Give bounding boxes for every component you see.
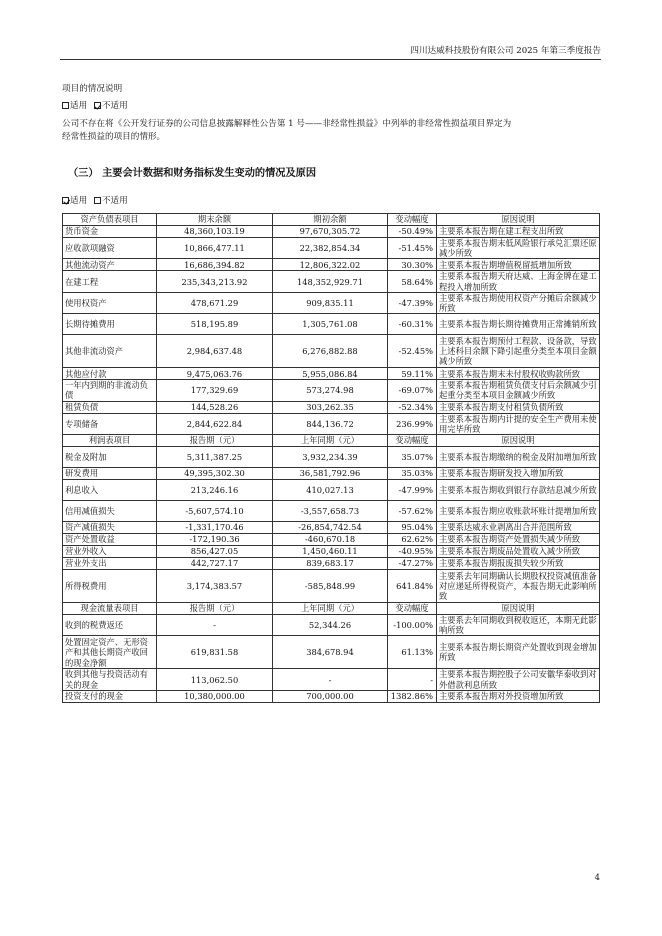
item-name-cell: 其他非流动资产 — [63, 335, 157, 368]
table-row — [63, 570, 600, 603]
current-value-cell: 235,343,213.92 — [157, 271, 273, 292]
change-rate-cell: -47.99% — [388, 480, 437, 501]
reason-cell: 主要系本报告期末未付股权收购款所致 — [437, 368, 600, 380]
table-row — [63, 558, 600, 570]
change-rate-cell: -40.95% — [388, 546, 437, 558]
column-header: 原因说明 — [437, 214, 600, 226]
item-name-cell: 营业外支出 — [63, 558, 157, 570]
table-row — [63, 501, 600, 522]
item-name-cell: 使用权资产 — [63, 292, 157, 313]
item-name-cell: 在建工程 — [63, 271, 157, 292]
current-value-cell: -172,190.36 — [157, 534, 273, 546]
column-header: 上年同期（元） — [273, 603, 388, 615]
item-name-cell: 收到的税费返还 — [63, 615, 157, 636]
statement-line-1: 公司不存在将《公开发行证券的公司信息披露解释性公告第 1 号——非经常性损益》中列举的非经常性损益项目界定为 — [62, 119, 512, 129]
change-rate-cell: -100.00% — [388, 615, 437, 636]
section-heading: （三） 主要会计数据和财务指标发生变动的情况及原因 — [68, 168, 317, 179]
reason-cell: 主要系去年同期确认长期股权投资减值准备对应递延所得税资产，本报告期无此影响所致 — [437, 570, 600, 603]
item-name-cell: 投资支付的现金 — [63, 690, 157, 702]
change-rate-cell: -47.39% — [388, 292, 437, 313]
reason-cell: 主要系本报告期资产处置损失减少所致 — [437, 534, 600, 546]
current-value-cell: -1,331,170.46 — [157, 522, 273, 534]
current-value-cell: 48,360,103.19 — [157, 226, 273, 238]
item-name-cell: 信用减值损失 — [63, 501, 157, 522]
current-value-cell: 2,984,637.48 — [157, 335, 273, 368]
reason-cell: 主要系本报告期长期资产处置收到现金增加所致 — [437, 636, 600, 669]
column-header: 现金流量表项目 — [63, 603, 157, 615]
reason-cell: 主要系本报告期废品处置收入减少所致 — [437, 546, 600, 558]
prior-value-cell: 844,136.72 — [273, 413, 388, 434]
current-value-cell: 144,528.26 — [157, 401, 273, 413]
checkbox-checked-icon — [62, 197, 69, 204]
change-rate-cell: -60.31% — [388, 314, 437, 335]
table-row — [63, 368, 600, 380]
page-number: 4 — [594, 872, 600, 882]
change-rate-cell: -47.27% — [388, 558, 437, 570]
item-name-cell: 一年内到期的非流动负债 — [63, 380, 157, 401]
item-name-cell: 利息收入 — [63, 480, 157, 501]
item-description-label: 项目的情况说明 — [62, 84, 123, 94]
column-header: 变动幅度 — [388, 214, 437, 226]
table-row — [63, 401, 600, 413]
column-header: 期初余额 — [273, 214, 388, 226]
prior-value-cell: 12,806,322.02 — [273, 259, 388, 271]
prior-value-cell: 36,581,792.96 — [273, 468, 388, 480]
applicability-options — [62, 100, 128, 112]
reason-cell: 主要系本报告期天府达威、上海金牌在建工程投入增加所致 — [437, 271, 600, 292]
reason-cell: 主要系本报告期末低风险银行承兑汇票还原减少所致 — [437, 238, 600, 259]
change-rate-cell: 1382.86% — [388, 690, 437, 702]
reason-cell: 主要系本报告期报废损失较少所致 — [437, 558, 600, 570]
column-header: 变动幅度 — [388, 435, 437, 447]
option-applicable: 适用 — [70, 196, 88, 206]
current-value-cell: 518,195.89 — [157, 314, 273, 335]
reason-cell: 主要系本报告期增值税留抵增加所致 — [437, 259, 600, 271]
checkbox-checked-icon — [94, 102, 101, 109]
change-rate-cell: -50.49% — [388, 226, 437, 238]
reason-cell: 主要系本报告期在建工程支出所致 — [437, 226, 600, 238]
table-row — [63, 690, 600, 702]
table-row — [63, 335, 600, 368]
change-rate-cell: 59.11% — [388, 368, 437, 380]
reason-cell: 主要系本报告期使用权资产分摊后余额减少所致 — [437, 292, 600, 313]
item-name-cell: 长期待摊费用 — [63, 314, 157, 335]
table-row — [63, 238, 600, 259]
table-row — [63, 546, 600, 558]
change-rate-cell: 58.64% — [388, 271, 437, 292]
prior-value-cell: -3,557,658.73 — [273, 501, 388, 522]
item-name-cell: 营业外收入 — [63, 546, 157, 558]
option-applicable: 适用 — [70, 101, 88, 111]
item-name-cell: 专项储备 — [63, 413, 157, 434]
table-row — [63, 259, 600, 271]
prior-value-cell: -26,854,742.54 — [273, 522, 388, 534]
change-rate-cell: 641.84% — [388, 570, 437, 603]
change-rate-cell: -69.07% — [388, 380, 437, 401]
prior-value-cell: 3,932,234.39 — [273, 447, 388, 468]
change-rate-cell: 95.04% — [388, 522, 437, 534]
column-header: 报告期（元） — [157, 435, 273, 447]
current-value-cell: 213,246.16 — [157, 480, 273, 501]
item-name-cell: 资产处置收益 — [63, 534, 157, 546]
current-value-cell: 619,831.58 — [157, 636, 273, 669]
section-applicability-options — [62, 195, 128, 207]
table-row — [63, 271, 600, 292]
item-name-cell: 收到其他与投资活动有关的现金 — [63, 669, 157, 690]
current-value-cell: 49,395,302.30 — [157, 468, 273, 480]
page-header — [60, 44, 601, 60]
table-row — [63, 447, 600, 468]
current-value-cell: 442,727.17 — [157, 558, 273, 570]
table-row — [63, 292, 600, 313]
current-value-cell: 10,866,477.11 — [157, 238, 273, 259]
table-row — [63, 636, 600, 669]
table-row — [63, 380, 600, 401]
current-value-cell: 3,174,383.57 — [157, 570, 273, 603]
table-row — [63, 615, 600, 636]
item-name-cell: 所得税费用 — [63, 570, 157, 603]
current-value-cell: - — [157, 615, 273, 636]
current-value-cell: -5,607,574.10 — [157, 501, 273, 522]
current-value-cell: 113,062.50 — [157, 669, 273, 690]
prior-value-cell: 52,344.26 — [273, 615, 388, 636]
prior-value-cell: 573,274.98 — [273, 380, 388, 401]
current-value-cell: 2,844,622.84 — [157, 413, 273, 434]
change-rate-cell: - — [388, 669, 437, 690]
column-header: 原因说明 — [437, 435, 600, 447]
prior-value-cell: 148,352,929.71 — [273, 271, 388, 292]
item-name-cell: 货币资金 — [63, 226, 157, 238]
column-header: 原因说明 — [437, 603, 600, 615]
table-row — [63, 669, 600, 690]
table-header-row — [63, 603, 600, 615]
prior-value-cell: -585,848.99 — [273, 570, 388, 603]
option-not-applicable: 不适用 — [101, 101, 128, 111]
current-value-cell: 10,380,000.00 — [157, 690, 273, 702]
reason-cell: 主要系本报告期应收账款坏账计提增加所致 — [437, 501, 600, 522]
prior-value-cell: 5,955,086.84 — [273, 368, 388, 380]
reason-cell: 主要系本报告期研发投入增加所致 — [437, 468, 600, 480]
checkbox-unchecked-icon — [94, 197, 101, 204]
prior-value-cell: 410,027.13 — [273, 480, 388, 501]
table-row — [63, 413, 600, 434]
table-row — [63, 468, 600, 480]
table-row — [63, 534, 600, 546]
reason-cell: 主要系本报告期缴纳的税金及附加增加所致 — [437, 447, 600, 468]
prior-value-cell: 22,382,854.34 — [273, 238, 388, 259]
change-rate-cell: -51.45% — [388, 238, 437, 259]
change-rate-cell: 61.13% — [388, 636, 437, 669]
reason-cell: 主要系去年同期收到税收返还，本期无此影响所致 — [437, 615, 600, 636]
reason-cell: 主要系本报告期支付租赁负债所致 — [437, 401, 600, 413]
current-value-cell: 5,311,387.25 — [157, 447, 273, 468]
current-value-cell: 9,475,063.76 — [157, 368, 273, 380]
reason-cell: 主要系本报告期收到银行存款结息减少所致 — [437, 480, 600, 501]
item-name-cell: 其他应付款 — [63, 368, 157, 380]
current-value-cell: 177,329.69 — [157, 380, 273, 401]
column-header: 利润表项目 — [63, 435, 157, 447]
change-rate-cell: -52.45% — [388, 335, 437, 368]
item-name-cell: 应收款项融资 — [63, 238, 157, 259]
table-header-row — [63, 214, 600, 226]
prior-value-cell: 384,678.94 — [273, 636, 388, 669]
item-name-cell: 税金及附加 — [63, 447, 157, 468]
prior-value-cell: 909,835.11 — [273, 292, 388, 313]
change-rate-cell: -52.34% — [388, 401, 437, 413]
prior-value-cell: 97,670,305.72 — [273, 226, 388, 238]
option-not-applicable: 不适用 — [101, 196, 128, 206]
reason-cell: 主要系达威永业剥离出合并范围所致 — [437, 522, 600, 534]
reason-cell: 主要系本报告期对外投资增加所致 — [437, 690, 600, 702]
current-value-cell: 16,686,394.82 — [157, 259, 273, 271]
prior-value-cell: - — [273, 669, 388, 690]
item-name-cell: 租赁负债 — [63, 401, 157, 413]
change-rate-cell: 35.07% — [388, 447, 437, 468]
statement-line-2: 经常性损益的项目的情形。 — [62, 132, 166, 142]
change-rate-cell: 30.30% — [388, 259, 437, 271]
column-header: 期末余额 — [157, 214, 273, 226]
reason-cell: 主要系本报告期预付工程款、设备款，导致上述科目余额下降引起重分类至本项目金额减少所致 — [437, 335, 600, 368]
reason-cell: 主要系本报告期租赁负债支付后余额减少引起重分类至本项目金额减少所致 — [437, 380, 600, 401]
prior-value-cell: 1,305,761.08 — [273, 314, 388, 335]
item-name-cell: 其他流动资产 — [63, 259, 157, 271]
checkbox-unchecked-icon — [62, 102, 69, 109]
table-row — [63, 314, 600, 335]
column-header: 上年同期（元） — [273, 435, 388, 447]
prior-value-cell: 303,262.35 — [273, 401, 388, 413]
change-rate-cell: 35.03% — [388, 468, 437, 480]
column-header: 资产负债表项目 — [63, 214, 157, 226]
reason-cell: 主要系本报告期内计提的安全生产费用未使用完毕所致 — [437, 413, 600, 434]
current-value-cell: 478,671.29 — [157, 292, 273, 313]
prior-value-cell: 1,450,460.11 — [273, 546, 388, 558]
item-name-cell: 研发费用 — [63, 468, 157, 480]
column-header: 报告期（元） — [157, 603, 273, 615]
current-value-cell: 856,427.05 — [157, 546, 273, 558]
table-header-row — [63, 435, 600, 447]
table-row — [63, 480, 600, 501]
change-rate-cell: -57.62% — [388, 501, 437, 522]
financial-changes-table — [62, 213, 600, 703]
item-name-cell: 处置固定资产、无形资产和其他长期资产收回的现金净额 — [63, 636, 157, 669]
table-row — [63, 226, 600, 238]
table-row — [63, 522, 600, 534]
change-rate-cell: 236.99% — [388, 413, 437, 434]
item-name-cell: 资产减值损失 — [63, 522, 157, 534]
column-header: 变动幅度 — [388, 603, 437, 615]
prior-value-cell: 6,276,882.88 — [273, 335, 388, 368]
prior-value-cell: 700,000.00 — [273, 690, 388, 702]
reason-cell: 主要系本报告期长期待摊费用正常摊销所致 — [437, 314, 600, 335]
reason-cell: 主要系本报告期控股子公司安徽华泰收到对外借款利息所致 — [437, 669, 600, 690]
prior-value-cell: 839,683.17 — [273, 558, 388, 570]
prior-value-cell: -460,670.18 — [273, 534, 388, 546]
report-title: 四川达威科技股份有限公司 2025 年第三季度报告 — [410, 46, 601, 56]
change-rate-cell: 62.62% — [388, 534, 437, 546]
